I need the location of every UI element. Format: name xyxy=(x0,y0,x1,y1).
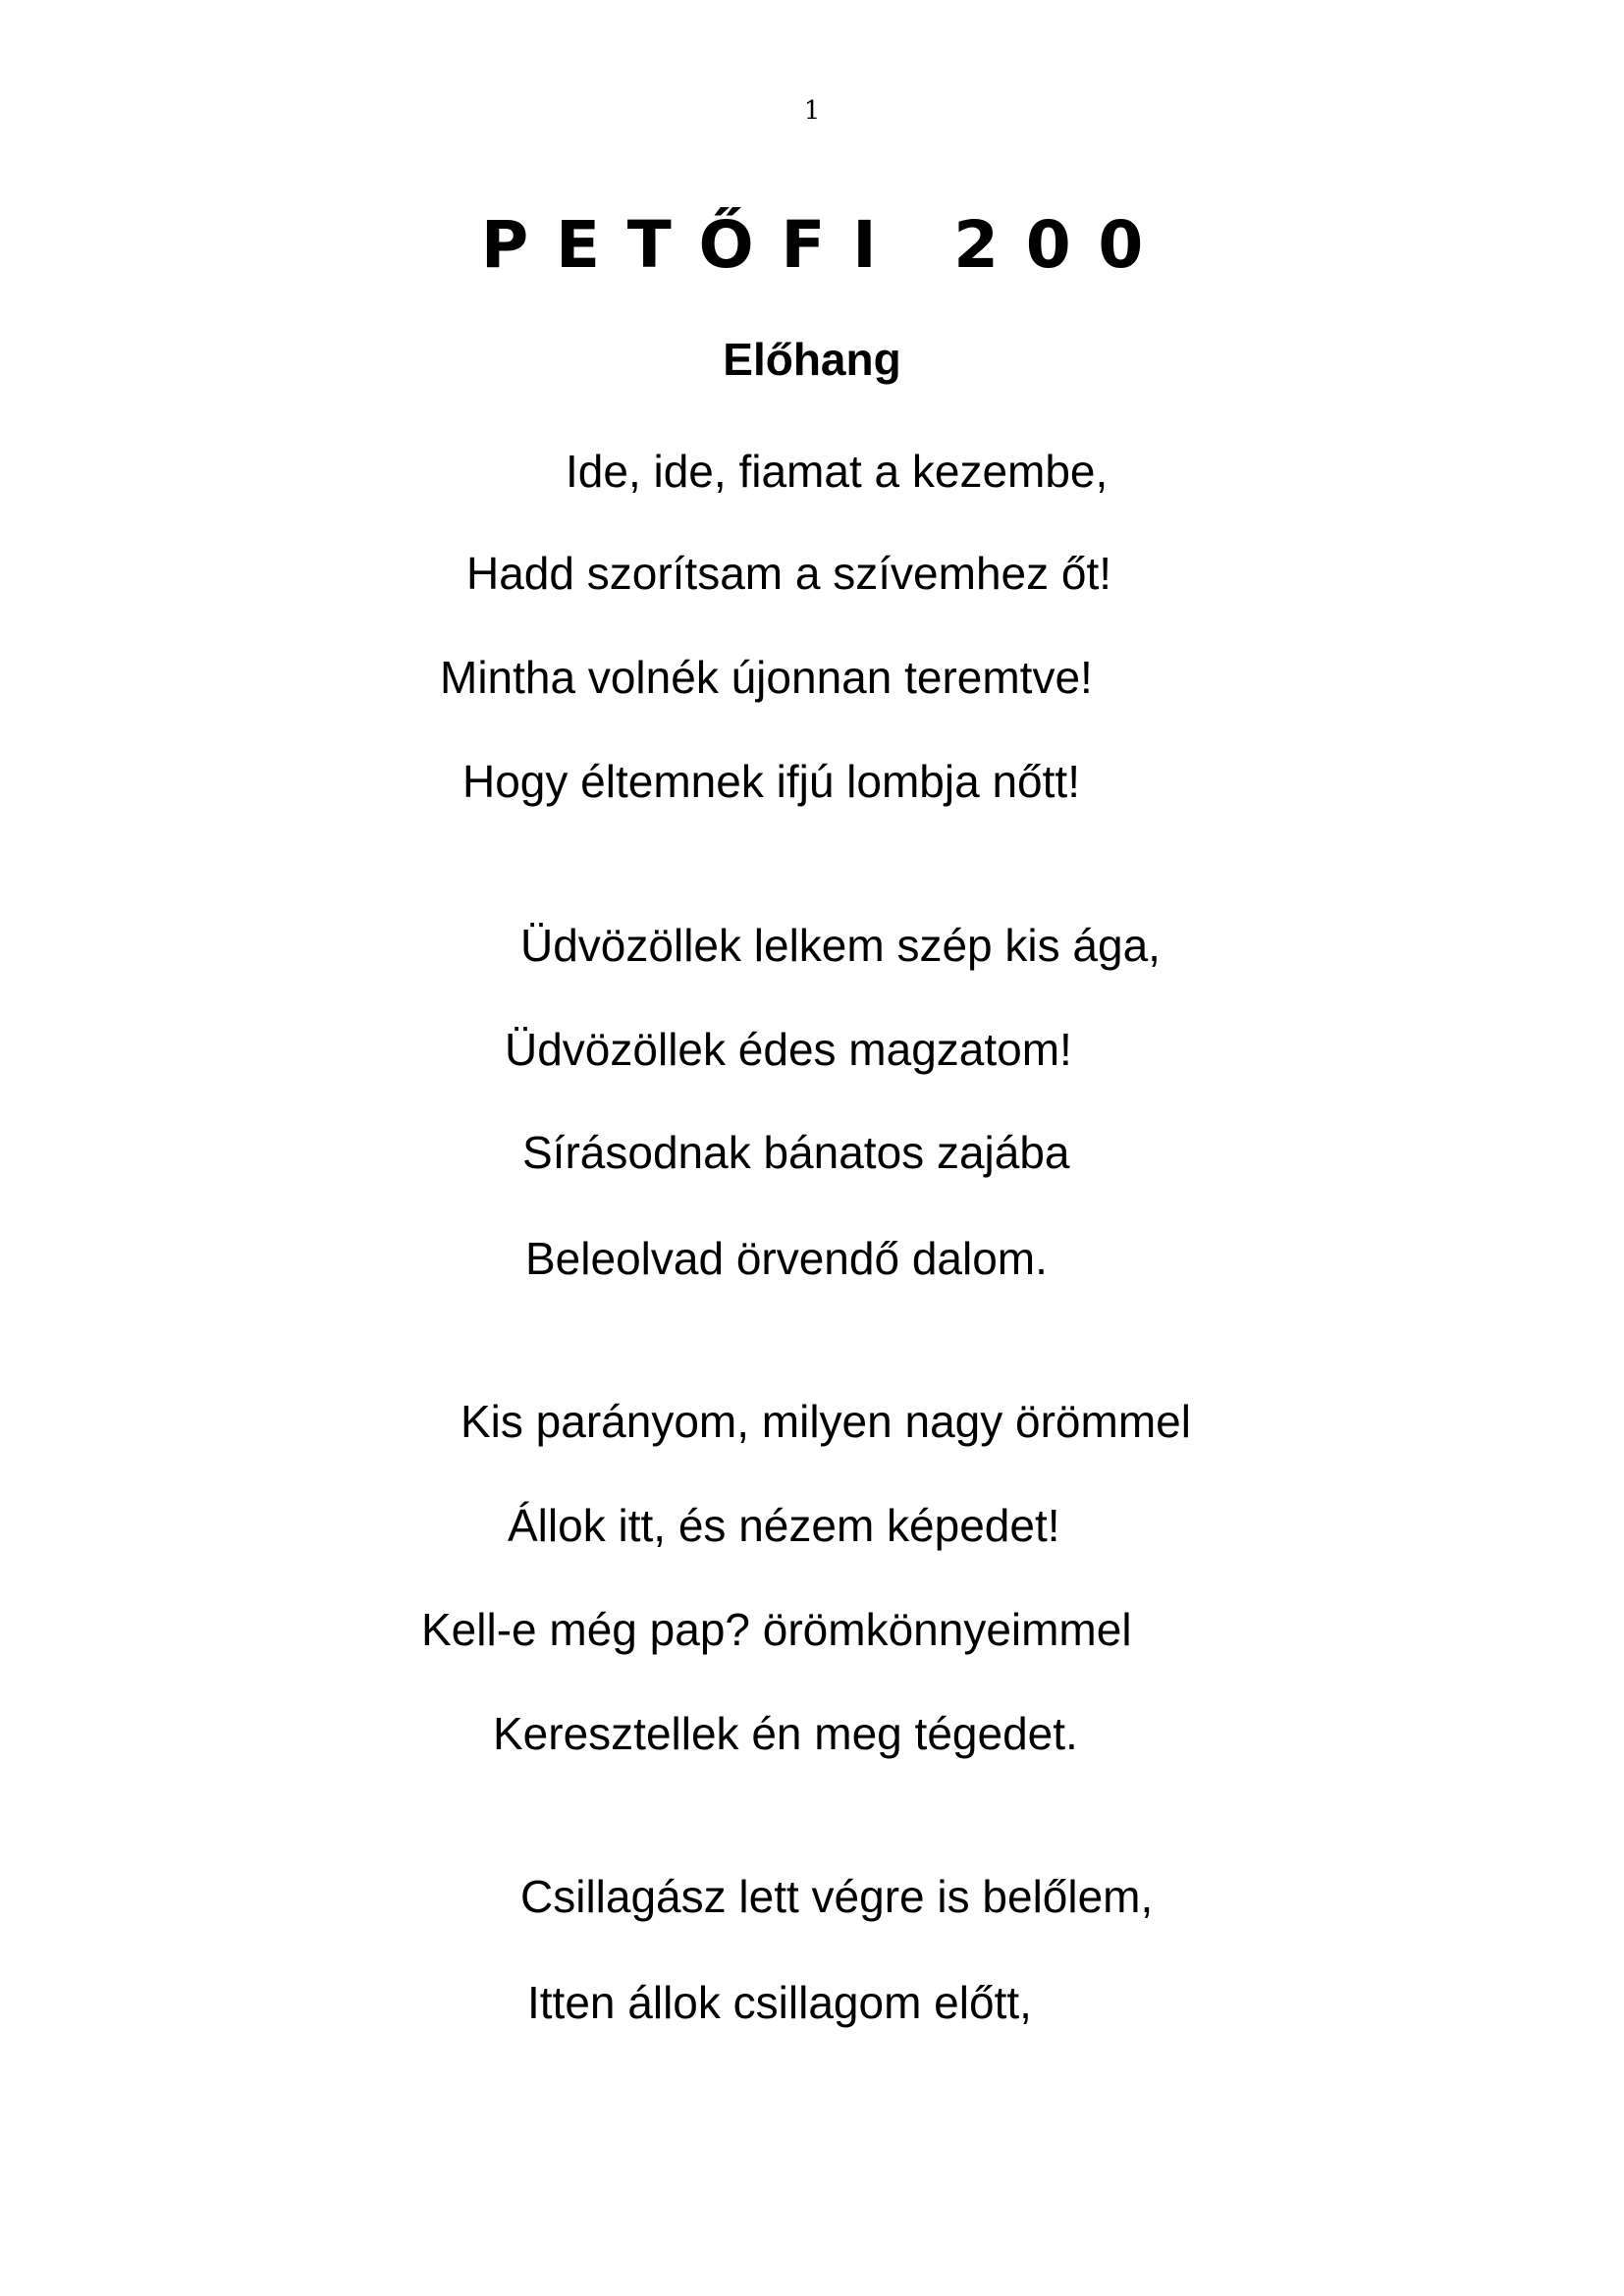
poem-line: Üdvözöllek édes magzatom! xyxy=(505,1024,1072,1075)
page-title: PETŐFI 200 xyxy=(480,207,1171,283)
poem-line: Hogy éltemnek ifjú lombja nőtt! xyxy=(462,756,1080,807)
poem-line: Állok itt, és nézem képedet! xyxy=(508,1500,1060,1551)
page-number: 1 xyxy=(803,96,821,126)
poem-line: Hadd szorítsam a szívemhez őt! xyxy=(466,548,1112,599)
poem-line: Ide, ide, fiamat a kezembe, xyxy=(566,446,1109,497)
poem-line: Sírásodnak bánatos zajába xyxy=(522,1127,1070,1178)
poem-line: Kis parányom, milyen nagy örömmel xyxy=(460,1396,1191,1447)
poem-line: Mintha volnék újonnan teremtve! xyxy=(440,652,1093,703)
poem-line: Itten állok csillagom előtt, xyxy=(527,1977,1032,2028)
poem-line: Üdvözöllek lelkem szép kis ága, xyxy=(520,920,1161,971)
poem-line: Beleolvad örvendő dalom. xyxy=(525,1233,1048,1284)
poem-line: Kell-e még pap? örömkönnyeimmel xyxy=(421,1604,1132,1655)
poem-line: Keresztellek én meg tégedet. xyxy=(493,1708,1078,1759)
poem-line: Csillagász lett végre is belőlem, xyxy=(520,1871,1154,1922)
poem-subtitle: Előhang xyxy=(723,334,901,385)
